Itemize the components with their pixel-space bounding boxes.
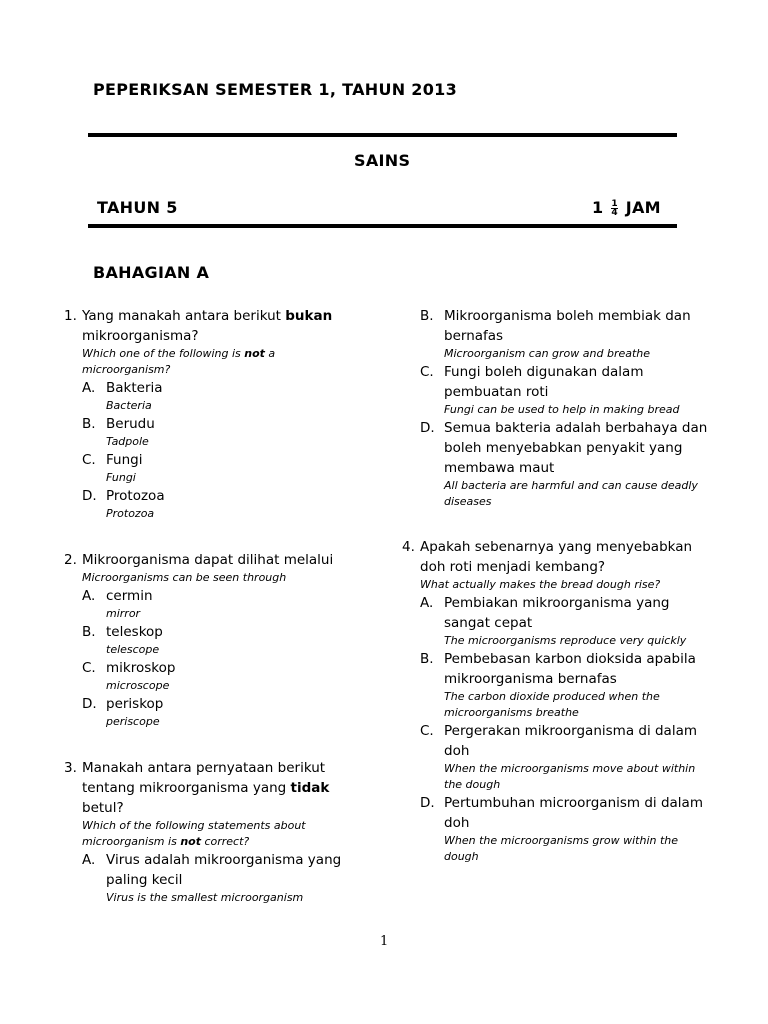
question-translation: What actually makes the bread dough rise? <box>420 578 661 591</box>
option-a[interactable]: A. Virus adalah mikroorganisma yang paling kecil Virus is the smallest microorganism <box>82 852 342 904</box>
duration-whole: 1 <box>592 198 604 217</box>
option-d[interactable]: D. Pertumbuhan microorganism di dalam doh When the microorganisms grow within the dough <box>420 795 703 863</box>
duration-unit: JAM <box>625 198 661 217</box>
question-number: 2. <box>64 552 77 568</box>
option-c[interactable]: C. Fungi Fungi <box>82 452 143 484</box>
subject-title: SAINS <box>354 151 411 170</box>
option-c[interactable]: C. Pergerakan mikroorganisma di dalam doh When the microorganisms move about within the dough <box>420 723 698 791</box>
duration-denominator: 4 <box>611 208 618 218</box>
question-stem: Manakah antara pernyataan berikut tentang mikroorganisma yang tidak betul? <box>82 760 330 816</box>
duration-label <box>592 198 661 217</box>
option-d[interactable]: D. Protozoa Protozoa <box>82 488 165 520</box>
option-a[interactable]: A. cermin mirror <box>82 588 153 620</box>
exam-title: PEPERIKSAN SEMESTER 1, TAHUN 2013 <box>93 80 458 99</box>
page-number: 1 <box>380 934 389 949</box>
option-c[interactable]: C. Fungi boleh digunakan dalam pembuatan roti Fungi can be used to help in making bread <box>420 364 680 416</box>
question-1 <box>64 306 364 522</box>
question-number: 4. <box>402 539 415 555</box>
duration-numerator: 1 <box>611 199 618 209</box>
option-b[interactable]: B. Pembebasan karbon dioksida apabila mikroorganisma bernafas The carbon dioxide produced when the microorganisms breathe <box>420 651 696 719</box>
header-rule-bottom <box>88 224 677 228</box>
option-b[interactable]: B. Mikroorganisma boleh membiak dan bernafas Microorganism can grow and breathe <box>420 308 691 360</box>
option-c[interactable]: C. mikroskop microscope <box>82 660 176 692</box>
question-4 <box>402 537 712 865</box>
question-stem: Yang manakah antara berikut bukan mikroorganisma? <box>82 308 333 344</box>
option-b[interactable]: B. Berudu Tadpole <box>82 416 155 448</box>
option-d[interactable]: D. Semua bakteria adalah berbahaya dan boleh menyebabkan penyakit yang membawa maut All bacteria are harmful and can cause deadly diseases <box>420 420 708 508</box>
question-number: 1. <box>64 308 77 324</box>
duration-fraction <box>611 200 618 217</box>
option-a[interactable]: A. Pembiakan mikroorganisma yang sangat cepat The microorganisms reproduce very quickly <box>420 595 687 647</box>
question-3-continued <box>402 306 712 510</box>
option-a[interactable]: A. Bakteria Bacteria <box>82 380 163 412</box>
header-rule-top <box>88 133 677 137</box>
option-d[interactable]: D. periskop periscope <box>82 696 164 728</box>
option-b[interactable]: B. teleskop telescope <box>82 624 163 656</box>
question-stem: Mikroorganisma dapat dilihat melalui <box>82 552 334 568</box>
year-label: TAHUN 5 <box>97 198 178 217</box>
question-translation: Which one of the following is not a microorganism? <box>82 347 276 376</box>
question-stem: Apakah sebenarnya yang menyebabkan doh roti menjadi kembang? <box>420 539 693 575</box>
section-title: BAHAGIAN A <box>93 263 210 282</box>
question-translation: Which of the following statements about microorganism is not correct? <box>82 819 306 848</box>
question-number: 3. <box>64 760 77 776</box>
question-3 <box>64 758 354 906</box>
question-2 <box>64 550 364 730</box>
question-translation: Microorganisms can be seen through <box>82 571 287 584</box>
